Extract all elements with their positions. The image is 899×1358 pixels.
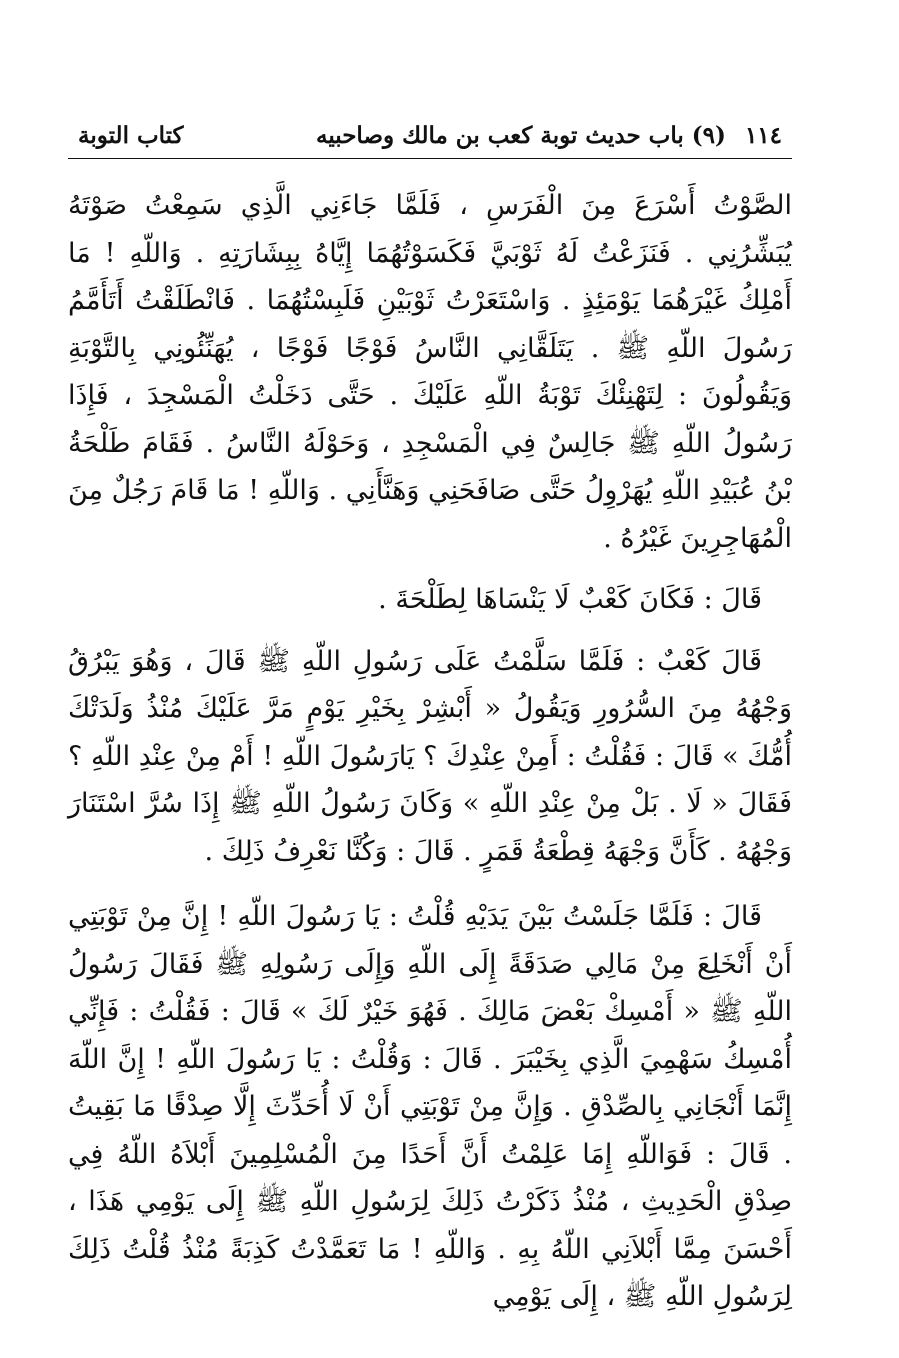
page-header <box>68 118 792 159</box>
paragraph-1: الصَّوْتُ أَسْرَعَ مِنَ الْفَرَسِ ، فَلَمَّا جَاءَنِي الَّذِي سَمِعْتُ صَوْتَهُ يُبَشِّرُنِي . فَنَزَعْتُ لَهُ ثَوْبَيَّ فَكَسَوْتُهُمَا إِيَّاهُ بِبِشَارَتِهِ . وَاللّهِ ! مَا أَمْلِكُ غَيْرَهُمَا يَوْمَئِذٍ . وَاسْتَعَرْتُ ثَوْبَيْنِ فَلَبِسْتُهُمَا . فَانْطَلَقْتُ أَتَأَمَّمُ رَسُولَ اللّهِ ﷺ . يَتَلَقَّانِي النَّاسُ فَوْجًا فَوْجًا ، يُهَنِّئُونِي بِالتَّوْبَةِ وَيَقُولُونَ : لِتَهْنِئْكَ تَوْبَةُ اللّهِ عَلَيْكَ . حَتَّى دَخَلْتُ الْمَسْجِدَ ، فَإِذَا رَسُولُ اللّهِ ﷺ جَالِسٌ فِي الْمَسْجِدِ ، وَحَوْلَهُ النَّاسُ . فَقَامَ طَلْحَةُ بْنُ عُبَيْدِ اللّهِ يُهَرْوِلُ حَتَّى صَافَحَنِي وَهَنَّأَنِي . وَاللّهِ ! مَا قَامَ رَجُلٌ مِنَ الْمُهَاجِرِينَ غَيْرُهُ . <box>68 190 792 554</box>
paragraph-2: قَالَ : فَكَانَ كَعْبٌ لَا يَنْسَاهَا لِطَلْحَةَ . <box>378 584 762 615</box>
book-title: كتاب التوبة <box>78 122 184 149</box>
page-number: ١١٤ <box>744 122 782 149</box>
paragraph-4: قَالَ : فَلَمَّا جَلَسْتُ بَيْنَ يَدَيْهِ قُلْتُ : يَا رَسُولَ اللّهِ ! إِنَّ مِنْ تَوْبَتِي أَنْ أَنْخَلِعَ مِنْ مَالِي صَدَقَةً إِلَى اللّهِ وَإِلَى رَسُولِهِ ﷺ فَقَالَ رَسُولُ اللّهِ ﷺ « أَمْسِكْ بَعْضَ مَالِكَ . فَهُوَ خَيْرٌ لَكَ » قَالَ : فَقُلْتُ : فَإِنِّي أُمْسِكُ سَهْمِيَ الَّذِي بِخَيْبَرَ . قَالَ : وَقُلْتُ : يَا رَسُولَ اللّهِ ! إِنَّ اللّهَ إِنَّمَا أَنْجَانِي بِالصِّدْقِ . وَإِنَّ مِنْ تَوْبَتِي أَنْ لَا أُحَدِّثَ إِلَّا صِدْقًا مَا بَقِيتُ . قَالَ : فَوَاللّهِ إِمَا عَلِمْتُ أَنَّ أَحَدًا مِنَ الْمُسْلِمِينَ أَبْلاَهُ اللّهُ فِي صِدْقِ الْحَدِيثِ ، مُنْذُ ذَكَرْتُ ذَلِكَ لِرَسُولِ اللّهِ ﷺ إِلَى يَوْمِي هَذَا ، أَحْسَنَ مِمَّا أَبْلاَنِي اللّهُ بِهِ . وَاللّهِ ! مَا تَعَمَّدْتُ كَذِبَةً مُنْذُ قُلْتُ ذَلِكَ لِرَسُولِ اللّهِ ﷺ ، إِلَى يَوْمِي <box>68 901 792 1312</box>
paragraph-3: قَالَ كَعْبٌ : فَلَمَّا سَلَّمْتُ عَلَى رَسُولِ اللّهِ ﷺ قَالَ ، وَهُوَ يَبْرُقُ وَجْهُهُ مِنَ السُّرُورِ وَيَقُولُ « أَبْشِرْ بِخَيْرِ يَوْمٍ مَرَّ عَلَيْكَ مُنْذُ وَلَدَتْكَ أُمُّكَ » قَالَ : فَقُلْتُ : أَمِنْ عِنْدِكَ ؟ يَارَسُولَ اللّهِ ! أَمْ مِنْ عِنْدِ اللّهِ ؟ فَقَالَ « لَا . بَلْ مِنْ عِنْدِ اللّهِ » وَكَانَ رَسُولُ اللّهِ ﷺ إِذَا سُرَّ اسْتَنَارَ وَجْهُهُ . كَأَنَّ وَجْهَهُ قِطْعَةُ قَمَرٍ . قَالَ : وَكُنَّا نَعْرِفُ ذَلِكَ . <box>68 645 792 867</box>
page-body <box>68 182 792 1321</box>
chapter-title: (٩) باب حديث توبة كعب بن مالك وصاحبيه <box>316 122 726 149</box>
